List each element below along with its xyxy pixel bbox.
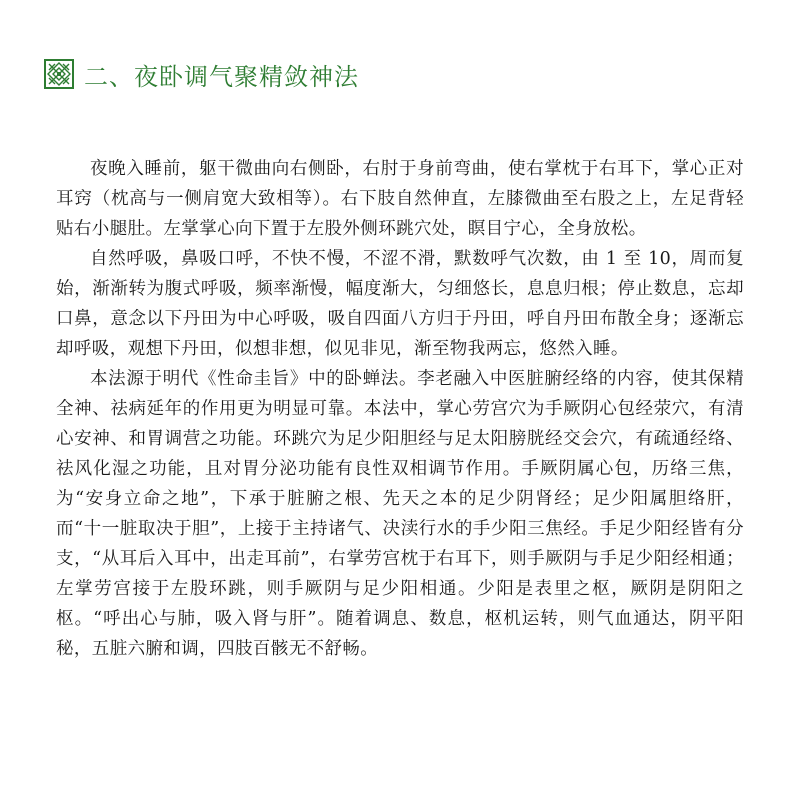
section-ornament-icon bbox=[44, 59, 74, 89]
section-heading bbox=[44, 58, 359, 90]
section-title: 二、夜卧调气聚精敛神法 bbox=[84, 62, 359, 91]
paragraph-theory: 本法源于明代《性命圭旨》中的卧蝉法。李老融入中医脏腑经络的内容，使其保精全神、祛病延年的作用更为明显可靠。本法中，掌心劳宫穴为手厥阴心包经荥穴，有清心安神、和胃调营之功能。环跳穴为足少阳胆经与足太阳膀胱经交会穴，有疏通经络、祛风化湿之功能，且对胃分泌功能有良性双相调节作用。手厥阴属心包，历络三焦，为“安身立命之地”，下承于脏腑之根、先天之本的足少阴肾经；足少阳属胆络肝，而“十一脏取决于胆”，上接于主持诸气、决渎行水的手少阳三焦经。手足少阳经皆有分支，“从耳后入耳中，出走耳前”，右掌劳宫枕于右耳下，则手厥阴与手足少阳经相通；左掌劳宫接于左股环跳，则手厥阴与足少阳相通。少阳是表里之枢，厥阴是阴阳之枢。“呼出心与肺，吸入肾与肝”。随着调息、数息，枢机运转，则气血通达，阴平阳秘，五脏六腑和调，四肢百骸无不舒畅。 bbox=[56, 369, 744, 659]
article-body bbox=[56, 154, 744, 664]
paragraph-posture: 夜晚入睡前，躯干微曲向右侧卧，右肘于身前弯曲，使右掌枕于右耳下，掌心正对耳窍（枕高与一侧肩宽大致相等）。右下肢自然伸直，左膝微曲至右股之上，左足背轻贴右小腿肚。左掌掌心向下置于左股外侧环跳穴处，瞑目宁心，全身放松。 bbox=[56, 159, 744, 239]
paragraph-breathing: 自然呼吸，鼻吸口呼，不快不慢，不涩不滑，默数呼气次数，由 1 至 10，周而复始，渐渐转为腹式呼吸，频率渐慢，幅度渐大，匀细悠长，息息归根；停止数息，忘却口鼻，意念以下丹田为中心呼吸，吸自四面八方归于丹田，呼自丹田布散全身；逐渐忘却呼吸，观想下丹田，似想非想，似见非见，渐至物我两忘，悠然入睡。 bbox=[56, 249, 744, 359]
